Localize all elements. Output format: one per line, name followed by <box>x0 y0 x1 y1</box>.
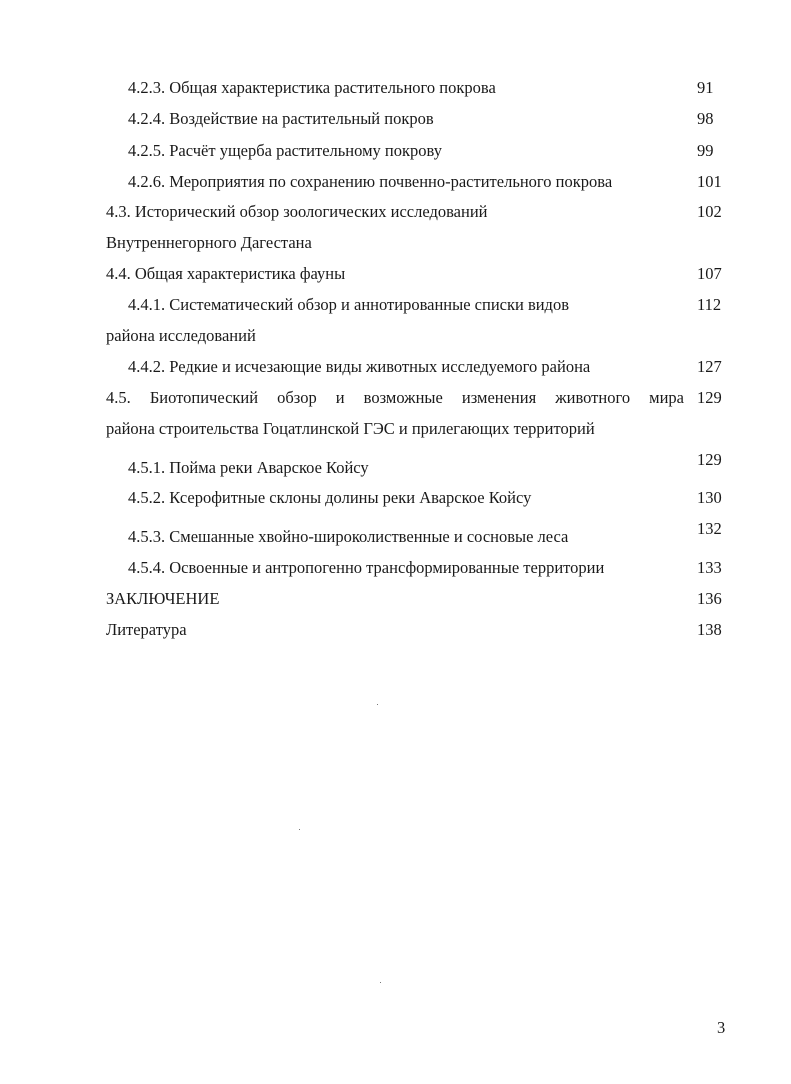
toc-entry-4-4-1-title-line-2: района исследований <box>106 326 256 345</box>
page-number: 3 <box>717 1018 726 1037</box>
toc-entry-4-2-6-page: 101 <box>697 172 722 191</box>
toc-entry-4-5-3-title: 4.5.3. Смешанные хвойно-широколиственные и сосновые леса <box>128 527 569 546</box>
toc-entry-4-5-title-line-1: 4.5. Биотопический обзор и возможные изменения животного мира <box>106 388 684 407</box>
toc-entry-4-5-4-page: 133 <box>697 558 722 577</box>
toc-entry-4-5-1-page: 129 <box>697 450 722 469</box>
toc-entry-4-2-3-title: 4.2.3. Общая характеристика растительного покрова <box>128 78 496 97</box>
toc-entry-4-3-title-line-1: 4.3. Исторический обзор зоологических исследований <box>106 202 488 221</box>
toc-entry-4-2-5-page: 99 <box>697 141 714 160</box>
toc-entry-4-5-2-page: 130 <box>697 488 722 507</box>
toc-entry-4-4-1-title-line-1: 4.4.1. Систематический обзор и аннотированные списки видов <box>128 295 569 314</box>
scan-speck <box>380 982 381 983</box>
toc-entry-4-3-page: 102 <box>697 202 722 221</box>
toc-entry-4-5-2-title: 4.5.2. Ксерофитные склоны долины реки Аварское Койсу <box>128 488 532 507</box>
toc-entry-4-5-1-title: 4.5.1. Пойма реки Аварское Койсу <box>128 458 369 477</box>
toc-entry-literature-title: Литература <box>106 620 187 639</box>
scan-speck <box>299 829 300 830</box>
toc-entry-4-5-3-page: 132 <box>697 519 722 538</box>
scan-speck <box>377 704 378 705</box>
toc-entry-4-4-2-title: 4.4.2. Редкие и исчезающие виды животных исследуемого района <box>128 357 591 376</box>
toc-entry-4-5-page: 129 <box>697 388 722 407</box>
toc-entry-4-2-4-title: 4.2.4. Воздействие на растительный покров <box>128 109 434 128</box>
toc-entry-4-2-5-title: 4.2.5. Расчёт ущерба растительному покрову <box>128 141 442 160</box>
toc-entry-4-3-title-line-2: Внутреннегорного Дагестана <box>106 233 312 252</box>
toc-entry-4-5-title-line-2: района строительства Гоцатлинской ГЭС и прилегающих территорий <box>106 419 595 438</box>
toc-entry-4-4-1-page: 112 <box>697 295 722 314</box>
toc-entry-4-4-title: 4.4. Общая характеристика фауны <box>106 264 346 283</box>
toc-entry-4-2-6-title: 4.2.6. Мероприятия по сохранению почвенно-растительного покрова <box>128 172 613 191</box>
toc-entry-conclusion-page: 136 <box>697 589 722 608</box>
toc-entry-4-4-2-page: 127 <box>697 357 722 376</box>
toc-entry-4-2-3-page: 91 <box>697 78 714 97</box>
toc-entry-4-4-page: 107 <box>697 264 722 283</box>
toc-entry-4-5-4-title: 4.5.4. Освоенные и антропогенно трансформированные территории <box>128 558 605 577</box>
toc-entry-4-2-4-page: 98 <box>697 109 714 128</box>
toc-entry-literature-page: 138 <box>697 620 722 639</box>
toc-entry-conclusion-title: ЗАКЛЮЧЕНИЕ <box>106 589 220 608</box>
